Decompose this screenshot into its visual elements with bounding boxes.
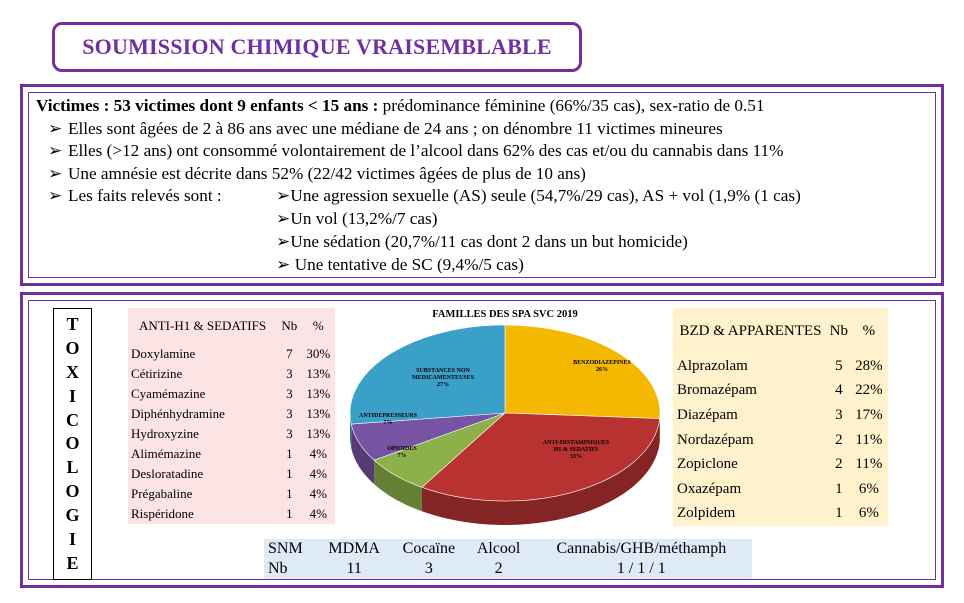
drug-name-cell: Cyamémazine [131, 386, 206, 401]
count-cell: 5 [835, 357, 843, 374]
victims-bullet [36, 163, 783, 186]
drug-name-cell: Oxazépam [677, 480, 742, 497]
count-cell: 1 [286, 486, 293, 501]
antih1-table [128, 308, 335, 524]
fait-item [276, 209, 437, 229]
drug-name-cell: Diazépam [677, 406, 738, 423]
drug-name-cell: Zopiclone [677, 456, 738, 473]
percent-cell: 6% [858, 480, 879, 497]
drug-name-cell: Alimémazine [131, 446, 202, 461]
percent-cell: 13% [306, 426, 331, 441]
percent-cell: 11% [855, 431, 883, 448]
table-row [128, 504, 335, 524]
pie-slice [505, 325, 660, 419]
table-header-cell: Alcool [476, 540, 521, 557]
table-row [128, 344, 335, 364]
vertical-letter: I [68, 528, 76, 549]
drug-name-cell: Bromazépam [677, 382, 757, 399]
percent-cell: 4% [309, 486, 327, 501]
bullet-text: Les faits relevés sont : [68, 186, 222, 206]
table-header-row [128, 308, 335, 344]
drug-name-cell: Rispéridone [131, 506, 194, 521]
pie-slice-label: BENZODIAZEPINES 26% [573, 360, 631, 373]
arrow-bullet-icon: ➢ [48, 186, 63, 206]
vertical-letter: O [65, 433, 80, 454]
table-row [128, 444, 335, 464]
table-row [128, 384, 335, 404]
vertical-letter: O [65, 338, 80, 359]
fait-text: Une tentative de SC (9,4%/5 cas) [294, 255, 524, 274]
table-row [673, 452, 888, 477]
percent-cell: 11% [855, 456, 883, 473]
table-header-cell: % [862, 322, 876, 339]
arrow-bullet-icon: ➢ [276, 209, 291, 228]
drug-name-cell: Doxylamine [131, 346, 196, 361]
percent-cell: 6% [858, 505, 879, 522]
percent-cell: 13% [306, 386, 331, 401]
percent-cell: 30% [306, 346, 331, 361]
table-cell: Nb [268, 560, 288, 577]
bullet-text: Elles (>12 ans) ont consommé volontairement de l’alcool dans 62% des cas et/ou du cannabis dans 11% [68, 141, 784, 161]
table-header-cell: % [312, 318, 324, 333]
arrow-bullet-icon: ➢ [276, 255, 291, 274]
table-header-cell: Cocaïne [402, 540, 456, 557]
percent-cell: 4% [309, 446, 327, 461]
page-title: SOUMISSION CHIMIQUE VRAISEMBLABLE [82, 34, 552, 59]
drug-name-cell: Prégabaline [131, 486, 193, 501]
table-cell: 2 [494, 560, 503, 577]
table-row [673, 354, 888, 379]
table-row [673, 379, 888, 404]
fait-item [276, 186, 801, 206]
table-row [128, 464, 335, 484]
fait-item [276, 255, 524, 275]
count-cell: 3 [286, 406, 293, 421]
count-cell: 2 [835, 431, 843, 448]
table-cell: 11 [346, 560, 362, 577]
drug-name-cell: Cétirizine [131, 366, 183, 381]
vertical-letter: I [68, 385, 76, 406]
vertical-letter: C [66, 409, 79, 430]
arrow-bullet-icon: ➢ [48, 141, 63, 161]
pie-slice-label: SUBSTANCES NON MEDICAMENTEUSES 27% [411, 368, 475, 388]
percent-cell: 17% [855, 406, 883, 423]
drug-name-cell: Desloratadine [131, 466, 204, 481]
fait-item [276, 232, 688, 252]
count-cell: 7 [286, 346, 293, 361]
pie-slice-label: ANTIDEPRESSEURS 7% [358, 413, 418, 426]
table-header-cell: Cannabis/GHB/méthamph [556, 540, 727, 557]
arrow-bullet-icon: ➢ [48, 118, 63, 138]
title-box [52, 22, 582, 72]
arrow-bullet-icon: ➢ [276, 186, 291, 205]
table-row [673, 428, 888, 453]
table-row [673, 403, 888, 428]
victims-headline [36, 95, 783, 118]
count-cell: 3 [286, 386, 293, 401]
pie-slice-label: ANTI-HISTAMINIQUES H1 & SEDATIFS 33% [542, 440, 610, 460]
bzd-table [673, 308, 888, 526]
table-row [128, 404, 335, 424]
vertical-letter: G [65, 504, 80, 525]
percent-cell: 13% [306, 406, 331, 421]
drug-name-cell: Nordazépam [677, 431, 754, 448]
percent-cell: 22% [855, 382, 883, 399]
count-cell: 1 [286, 446, 293, 461]
fait-text: Un vol (13,2%/7 cas) [290, 209, 438, 228]
table-cell: 1 / 1 / 1 [616, 560, 666, 577]
count-cell: 2 [835, 456, 843, 473]
vertical-letter: L [66, 457, 79, 478]
table-row [128, 364, 335, 384]
victims-headline-bold: Victimes : 53 victimes dont 9 enfants < 15 ans : [36, 96, 379, 115]
table-row [673, 502, 888, 527]
arrow-bullet-icon: ➢ [276, 232, 291, 251]
drug-name-cell: Diphénhydramine [131, 406, 225, 421]
table-header-cell: Nb [829, 322, 849, 339]
table-header-cell: MDMA [328, 540, 380, 557]
table-header-cell: ANTI-H1 & SEDATIFS [138, 318, 267, 333]
table-row [264, 559, 752, 579]
percent-cell: 4% [309, 506, 327, 521]
drug-name-cell: Zolpidem [677, 505, 736, 522]
bullet-text: Elles sont âgées de 2 à 86 ans avec une médiane de 24 ans ; on dénombre 11 victimes mineures [68, 118, 723, 138]
count-cell: 3 [286, 366, 293, 381]
arrow-bullet-icon: ➢ [48, 163, 63, 183]
count-cell: 1 [835, 505, 843, 522]
count-cell: 3 [286, 426, 293, 441]
table-row [673, 477, 888, 502]
victims-bullet [36, 140, 783, 163]
count-cell: 4 [835, 382, 843, 399]
bullet-text: Une amnésie est décrite dans 52% (22/42 victimes âgées de plus de 10 ans) [68, 163, 586, 183]
drug-name-cell: Alprazolam [677, 357, 748, 374]
drug-name-cell: Hydroxyzine [131, 426, 199, 441]
chart-title: FAMILLES DES SPA SVC 2019 [432, 309, 578, 320]
percent-cell: 4% [309, 466, 327, 481]
count-cell: 1 [835, 480, 843, 497]
vertical-letter: X [66, 362, 79, 383]
victims-headline-rest: prédominance féminine (66%/35 cas), sex-ratio de 0.51 [378, 96, 765, 115]
victims-bullet [36, 118, 783, 141]
table-header-cell: SNM [268, 540, 303, 557]
fait-text: Une sédation (20,7%/11 cas dont 2 dans un but homicide) [290, 232, 688, 251]
snm-table [264, 539, 752, 579]
count-cell: 3 [835, 406, 843, 423]
table-row [128, 424, 335, 444]
vertical-letter: E [66, 552, 79, 573]
table-header-row [264, 539, 752, 559]
vertical-letter: T [66, 314, 79, 335]
count-cell: 1 [286, 466, 293, 481]
table-header-cell: Nb [281, 318, 298, 333]
count-cell: 1 [286, 506, 293, 521]
table-cell: 3 [424, 560, 433, 577]
table-row [128, 484, 335, 504]
toxicologie-vertical-label [53, 308, 92, 580]
spa-families-pie-chart [344, 304, 666, 528]
table-header-row [673, 308, 888, 354]
vertical-letter: O [65, 481, 80, 502]
pie-slice-label: OPIOIDES 7% [387, 446, 417, 459]
percent-cell: 13% [306, 366, 331, 381]
table-header-cell: BZD & APPARENTES [679, 322, 822, 339]
fait-text: Une agression sexuelle (AS) seule (54,7%/29 cas), AS + vol (1,9% (1 cas) [290, 186, 801, 205]
percent-cell: 28% [855, 357, 883, 374]
